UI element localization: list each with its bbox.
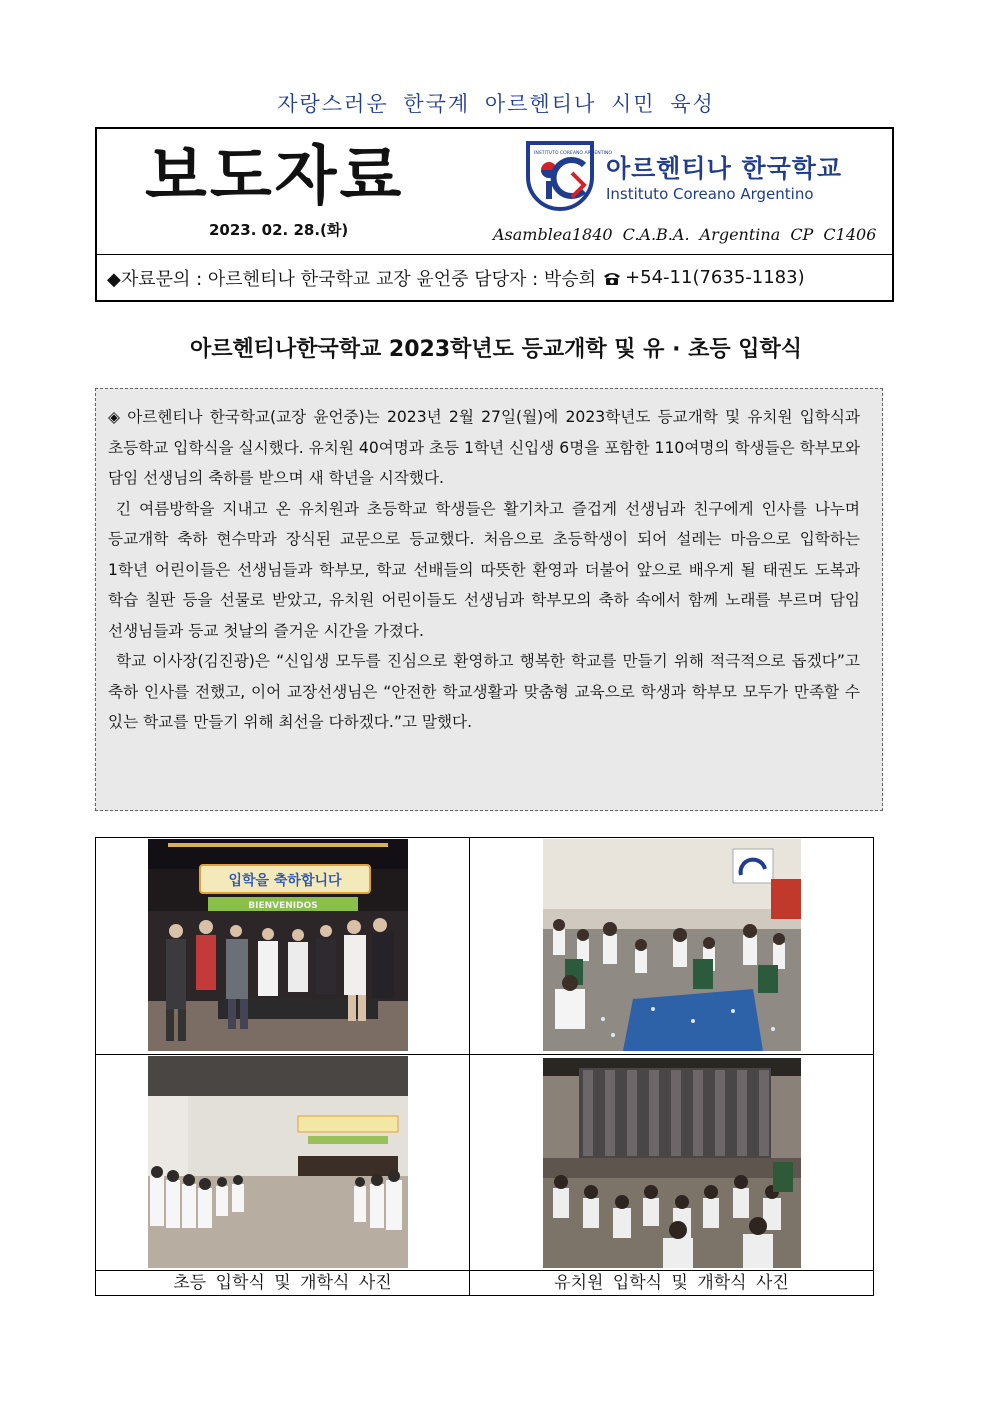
article-body <box>95 388 883 811</box>
article-paragraph: 긴 여름방학을 지내고 온 유치원과 초등학교 학생들은 활기차고 즐겁게 선생님과 친구에게 인사를 나누며 등교개학 축하 현수막과 장식된 교문으로 등교했다. 처음으로 초등학생이 되어 설레는 마음으로 입학하는 1학년 어린이들은 선생님들과 학부모, 학교 선배들의 따뜻한 환영과 더불어 앞으로 배우게 될 태권도 도복과 학습 칠판 등을 선물로 받았고, 유치원 어린이들도 선생님과 학부모의 축하 속에서 함께 노래를 부르며 담임 선생님들과 등교 첫날의 즐거운 시간을 가졌다. <box>108 499 860 640</box>
press-header <box>95 127 894 302</box>
table-divider <box>96 1054 873 1055</box>
headline: 아르헨티나한국학교 2023학년도 등교개학 및 유 · 초등 입학식 <box>190 337 802 362</box>
photo-elementary-group <box>148 839 408 1051</box>
photo-elementary-group-image <box>148 839 408 1051</box>
slogan: 자랑스러운 한국계 아르헨티나 시민 육성 <box>277 92 715 116</box>
phone-icon <box>602 270 622 286</box>
article-paragraph: ◈ 아르헨티나 한국학교(교장 윤언중)는 2023년 2월 27일(월)에 2023학년도 등교개학 및 유치원 입학식과 초등학교 입학식을 실시했다. 유치원 40여명과 초등 1학년 신입생 6명을 포함한 110여명의 학생들은 학부모와 담임 선생님의 축하를 받으며 새 학년을 시작했다. <box>108 408 860 487</box>
school-logo <box>522 137 852 207</box>
logo-school-subtitle: Instituto Coreano Argentino <box>606 185 814 203</box>
photo-kindergarten-stage <box>543 1058 801 1268</box>
photo-kindergarten-activity <box>543 839 801 1051</box>
contact-label: ◆자료문의 : 아르헨티나 한국학교 교장 윤언중 담당자 : 박승희 <box>107 268 597 290</box>
photo-kindergarten-stage-image <box>543 1058 801 1268</box>
press-title: 보도자료 <box>145 140 405 214</box>
contact-row <box>97 254 892 300</box>
caption-elementary: 초등 입학식 및 개학식 사진 <box>173 1273 392 1293</box>
photo-table <box>95 837 874 1296</box>
school-address: Asamblea1840 C.A.B.A. Argentina CP C1406 <box>493 225 877 244</box>
banner-subtext: BIENVENIDOS <box>248 901 318 911</box>
photo-elementary-hall <box>148 1056 408 1268</box>
emblem-text: INSTITUTO COREANO ARGENTINO <box>534 151 612 156</box>
caption-kindergarten: 유치원 입학식 및 개학식 사진 <box>554 1273 789 1293</box>
table-divider <box>469 838 470 1295</box>
photo-elementary-hall-image <box>148 1056 408 1268</box>
article-paragraph: 학교 이사장(김진광)은 “신입생 모두를 진심으로 환영하고 행복한 학교를 만들기 위해 적극적으로 돕겠다”고 축하 인사를 전했고, 이어 교장선생님은 “안전한 학교생활과 맞춤형 교육으로 학생과 학부모 모두가 만족할 수 있는 학교를 만들기 위해 최선을 다하겠다.”고 말했다. <box>108 652 860 731</box>
contact-phone: +54-11(7635-1183) <box>625 267 805 288</box>
school-emblem-icon <box>522 137 612 213</box>
banner-text: 입학을 축하합니다 <box>228 873 342 889</box>
header-top <box>97 129 892 254</box>
release-date: 2023. 02. 28.(화) <box>209 221 349 239</box>
logo-school-name: 아르헨티나 한국학교 <box>606 154 843 183</box>
photo-kindergarten-activity-image <box>543 839 801 1051</box>
